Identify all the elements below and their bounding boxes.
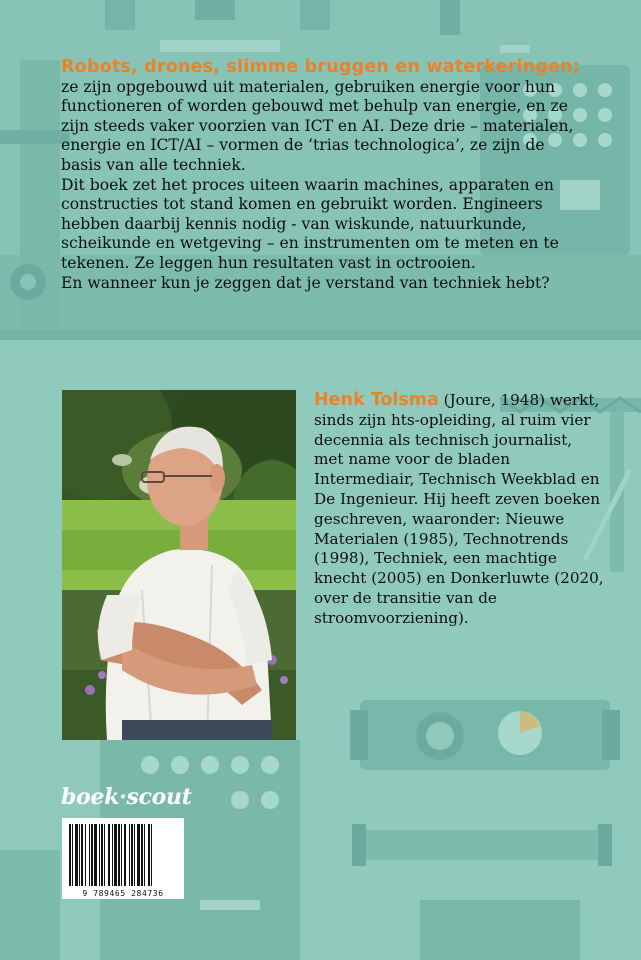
back-cover-blurb xyxy=(61,58,581,293)
blurb-headline: Robots, drones, slimme bruggen en waterkeringen; xyxy=(61,57,581,77)
author-photo xyxy=(62,390,296,740)
blurb-text-2: Dit boek zet het proces uiteen waarin machines, apparaten en constructies tot stand komen en gebruikt worden. Engineers hebben daarbij kennis nodig - van wiskunde, natuurkunde, scheikunde en wetgeving – en instrumenten om te meten en te tekenen. Ze leggen hun resultaten vast in octrooien. xyxy=(61,175,559,272)
author-name: Henk Tolsma xyxy=(314,390,439,410)
publisher-logo: boek·scout xyxy=(61,784,192,810)
barcode-bars xyxy=(62,822,184,892)
author-bio xyxy=(314,391,604,629)
blurb-text-1: ze zijn opgebouwd uit materialen, gebruiken energie voor hun functioneren of worden gebouwd met behulp van energie, en ze zijn steeds vaker voorzien van ICT en AI. Deze drie – materialen, energie en ICT/AI – vormen de ‘trias technologica’, ze zijn de basis van alle techniek. xyxy=(61,77,574,174)
blurb-paragraph-1 xyxy=(61,58,581,176)
blurb-text-3: En wanneer kun je zeggen dat je verstand van techniek hebt? xyxy=(61,273,550,292)
barcode-digits: 9 789465 284736 xyxy=(82,889,164,898)
author-bio-text: (Joure, 1948) werkt, sinds zijn hts-opleiding, al ruim vier decennia als technisch journalist, met name voor de bladen Intermediair, Technisch Weekblad en De Ingenieur. Hij heeft zeven boeken geschreven, waaronder: Nieuwe Materialen (1985), Technotrends (1998), Techniek, een machtige knecht (2005) en Donkerluwte (2020, over de transitie van de stroomvoorziening). xyxy=(314,391,604,627)
barcode xyxy=(62,818,184,899)
